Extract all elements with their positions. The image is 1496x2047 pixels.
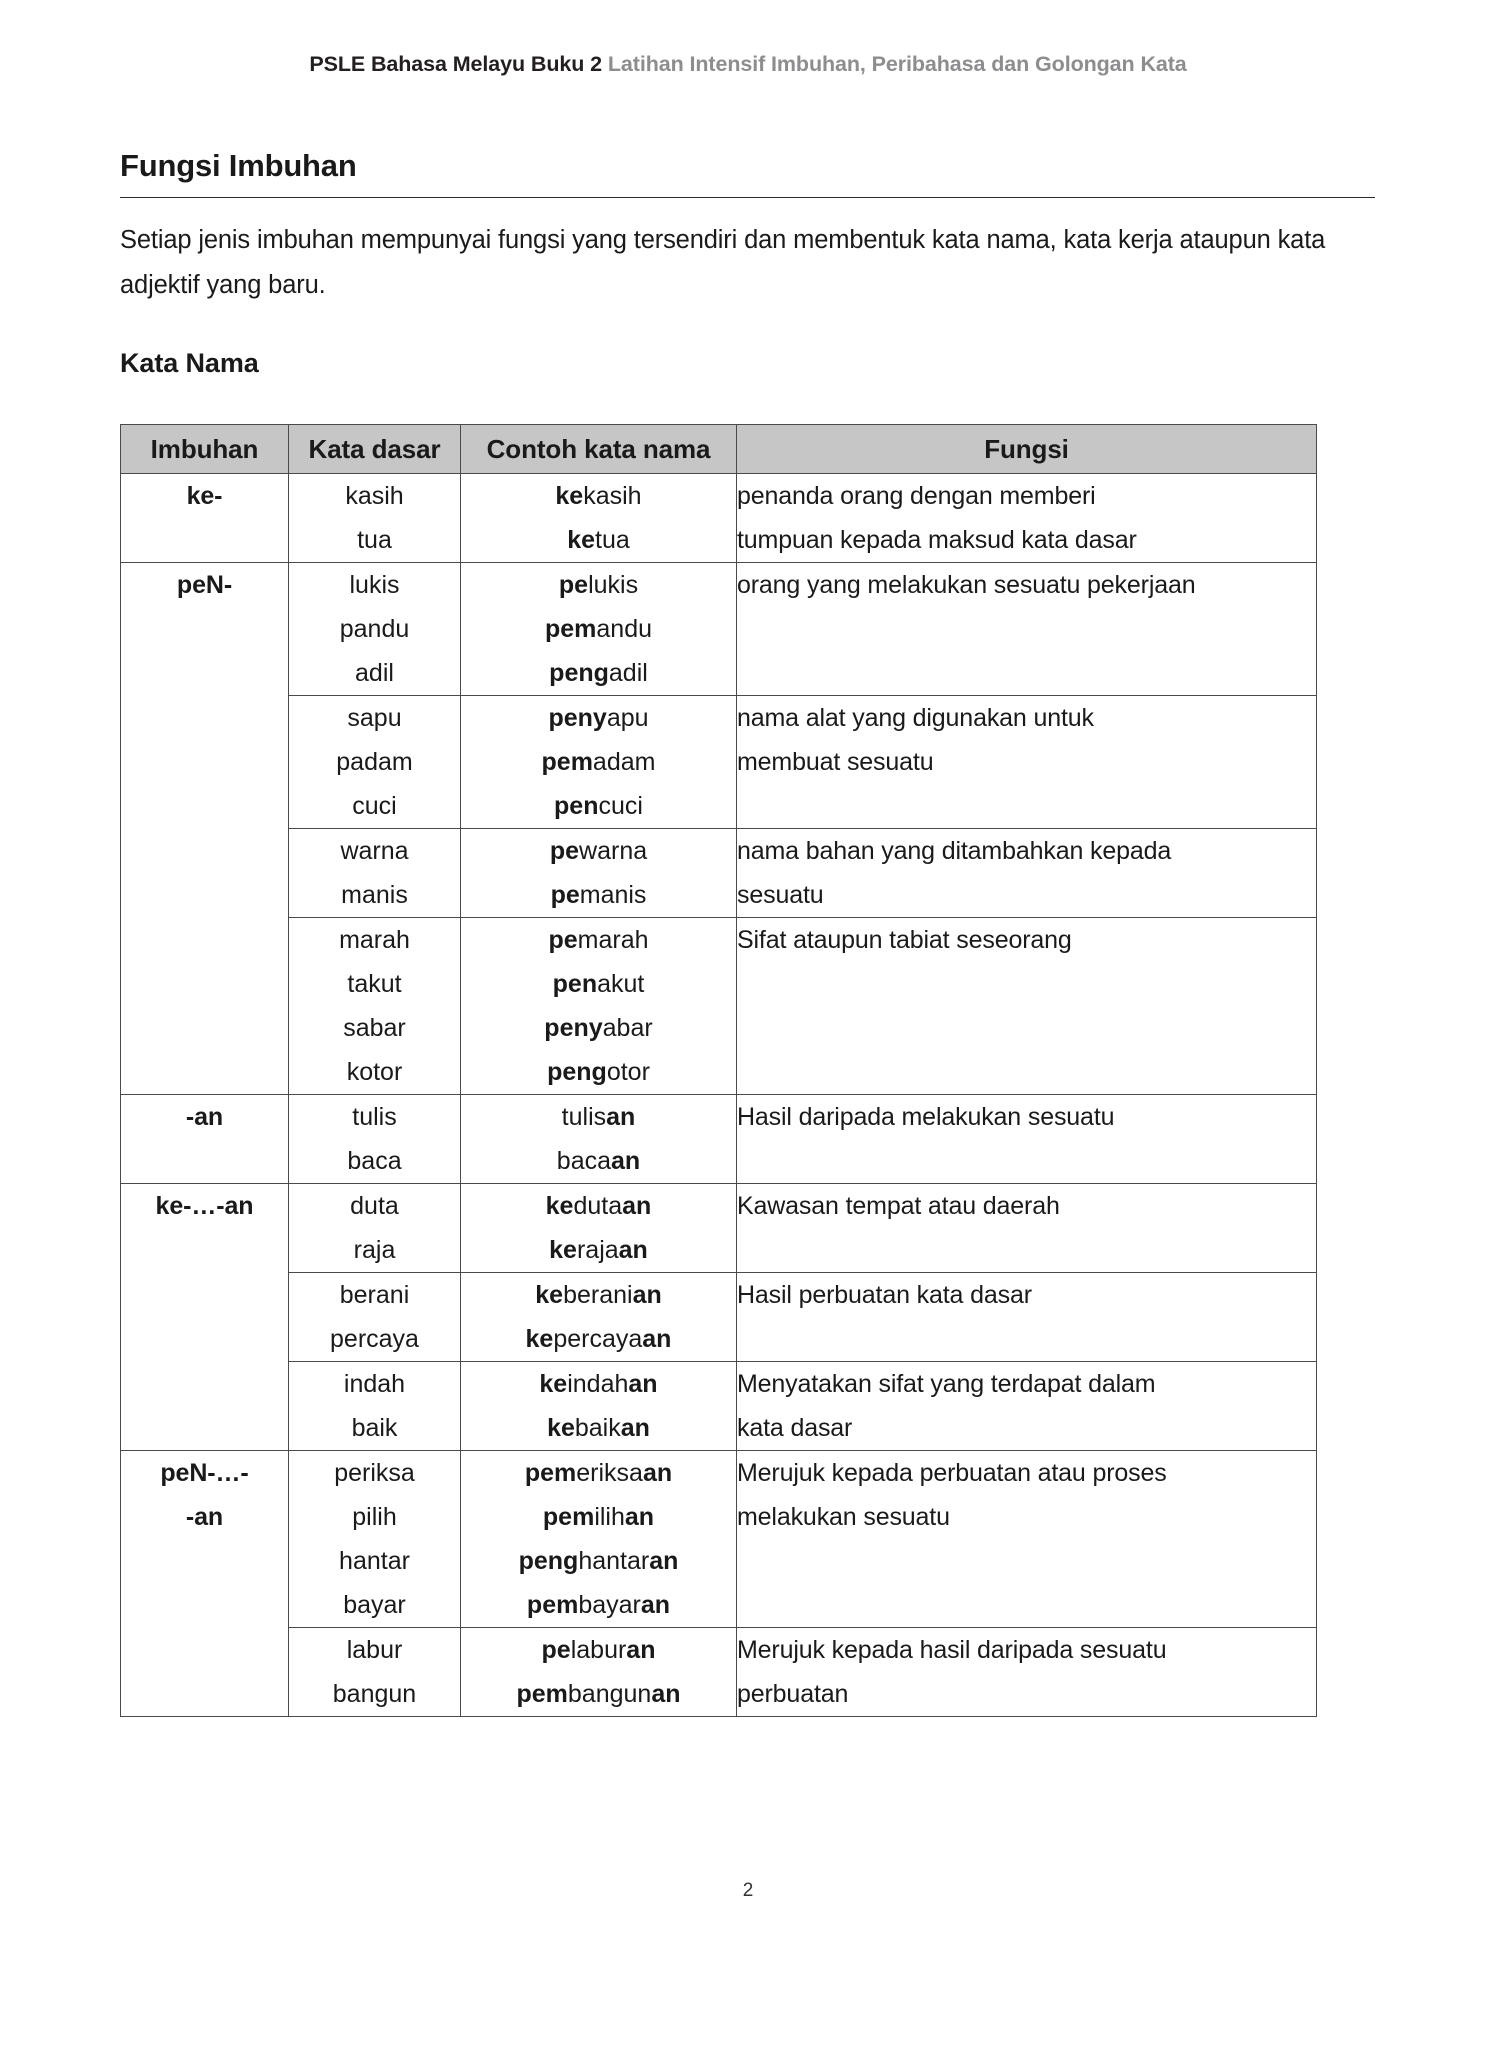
kata-dasar-item: bangun (332, 1680, 417, 1708)
kata-dasar-item: manis (341, 881, 408, 909)
cell-fungsi (737, 1362, 1317, 1451)
table-body (121, 474, 1317, 1717)
table-row (121, 1184, 1317, 1273)
contoh-item: pemarah (548, 926, 649, 954)
imbuhan-line: ke- (186, 482, 223, 510)
subsection-heading: Kata Nama (120, 348, 259, 378)
kata-dasar-item: labur (346, 1636, 403, 1664)
kata-dasar-item: percaya (330, 1325, 419, 1353)
contoh-item: pencuci (554, 792, 643, 820)
cell-kata-dasar (289, 563, 461, 696)
table-row (121, 1451, 1317, 1628)
cell-kata-dasar (289, 1184, 461, 1273)
table-row (121, 829, 1317, 918)
table-row (121, 1273, 1317, 1362)
cell-fungsi (737, 918, 1317, 1095)
contoh-item: kedutaan (545, 1192, 652, 1220)
cell-fungsi (737, 1184, 1317, 1273)
cell-fungsi (737, 1451, 1317, 1628)
cell-imbuhan (121, 563, 289, 1095)
imbuhan-line: peN-…- (160, 1459, 249, 1487)
kata-dasar-item: bayar (343, 1591, 406, 1619)
contoh-item: kerajaan (549, 1236, 648, 1264)
cell-contoh (461, 1362, 737, 1451)
fungsi-line: nama alat yang digunakan untuk (737, 704, 1094, 732)
imbuhan-table-wrapper (120, 424, 1316, 1717)
kata-dasar-item: padam (336, 748, 413, 776)
cell-kata-dasar (289, 474, 461, 563)
cell-contoh (461, 474, 737, 563)
contoh-item: pemanis (550, 881, 647, 909)
cell-contoh (461, 1273, 737, 1362)
cell-kata-dasar (289, 918, 461, 1095)
fungsi-line: sesuatu (737, 881, 824, 909)
cell-fungsi (737, 563, 1317, 696)
contoh-item: kekasih (555, 482, 642, 510)
cell-imbuhan (121, 1184, 289, 1451)
imbuhan-line: -an (185, 1103, 224, 1131)
contoh-item: pengotor (547, 1058, 650, 1086)
col-header-imbuhan: Imbuhan (121, 425, 289, 474)
imbuhan-line: -an (185, 1503, 224, 1531)
intro-paragraph: Setiap jenis imbuhan mempunyai fungsi yang tersendiri dan membentuk kata nama, kata kerja ataupun kata adjektif yang baru. (120, 226, 1326, 299)
cell-contoh (461, 696, 737, 829)
cell-kata-dasar (289, 829, 461, 918)
contoh-item: penyapu (548, 704, 649, 732)
fungsi-line: Merujuk kepada hasil daripada sesuatu (737, 1636, 1167, 1664)
cell-fungsi (737, 1095, 1317, 1184)
contoh-item: pemilihan (542, 1503, 655, 1531)
fungsi-line: Hasil perbuatan kata dasar (737, 1281, 1032, 1309)
contoh-item: ketua (567, 526, 630, 554)
contoh-item: tulisan (561, 1103, 636, 1131)
cell-fungsi (737, 696, 1317, 829)
cell-fungsi (737, 829, 1317, 918)
fungsi-line: orang yang melakukan sesuatu pekerjaan (737, 571, 1196, 599)
cell-kata-dasar (289, 1628, 461, 1717)
contoh-item: keindahan (539, 1370, 658, 1398)
contoh-item: penghantaran (518, 1547, 679, 1575)
kata-dasar-item: lukis (349, 571, 400, 599)
contoh-item: pelukis (558, 571, 639, 599)
cell-contoh (461, 829, 737, 918)
kata-dasar-item: berani (339, 1281, 410, 1309)
fungsi-line: Merujuk kepada perbuatan atau proses (737, 1459, 1167, 1487)
kata-dasar-item: cuci (352, 792, 397, 820)
kata-dasar-item: sapu (347, 704, 402, 732)
table-row (121, 474, 1317, 563)
fungsi-line: Sifat ataupun tabiat seseorang (737, 926, 1072, 954)
imbuhan-line: peN- (176, 571, 233, 599)
kata-dasar-item: warna (340, 837, 409, 865)
contoh-item: bacaan (556, 1147, 641, 1175)
fungsi-line: nama bahan yang ditambahkan kepada (737, 837, 1172, 865)
kata-dasar-item: baik (351, 1414, 398, 1442)
kata-dasar-item: duta (350, 1192, 399, 1220)
fungsi-line: perbuatan (737, 1680, 849, 1708)
contoh-item: pengadil (549, 659, 648, 687)
kata-dasar-item: baca (347, 1147, 402, 1175)
fungsi-line: Hasil daripada melakukan sesuatu (737, 1103, 1115, 1131)
cell-contoh (461, 1628, 737, 1717)
contoh-item: penakut (552, 970, 645, 998)
cell-imbuhan (121, 1095, 289, 1184)
col-header-kata-dasar: Kata dasar (289, 425, 461, 474)
cell-contoh (461, 1451, 737, 1628)
contoh-item: kepercayaan (525, 1325, 672, 1353)
imbuhan-table (120, 424, 1317, 1717)
kata-dasar-item: kasih (345, 482, 404, 510)
cell-imbuhan (121, 474, 289, 563)
cell-contoh (461, 1184, 737, 1273)
contoh-item: pembayaran (526, 1591, 671, 1619)
kata-dasar-item: adil (355, 659, 394, 687)
page-title: Fungsi Imbuhan (120, 148, 357, 183)
running-header-light: Latihan Intensif Imbuhan, Peribahasa dan Golongan Kata (607, 52, 1187, 76)
table-row (121, 1362, 1317, 1451)
contoh-item: pewarna (549, 837, 648, 865)
table-row (121, 1095, 1317, 1184)
cell-contoh (461, 563, 737, 696)
cell-kata-dasar (289, 1095, 461, 1184)
col-header-contoh: Contoh kata nama (461, 425, 737, 474)
cell-kata-dasar (289, 696, 461, 829)
contoh-item: penyabar (544, 1014, 653, 1042)
cell-fungsi (737, 1628, 1317, 1717)
kata-dasar-item: hantar (339, 1547, 410, 1575)
col-header-fungsi: Fungsi (737, 425, 1317, 474)
table-head (121, 425, 1317, 474)
contoh-item: pemandu (544, 615, 653, 643)
kata-dasar-item: sabar (343, 1014, 406, 1042)
table-row (121, 696, 1317, 829)
fungsi-line: penanda orang dengan memberi (737, 482, 1096, 510)
running-header (0, 52, 1496, 77)
contoh-item: pemeriksaan (524, 1459, 673, 1487)
fungsi-line: melakukan sesuatu (737, 1503, 950, 1531)
fungsi-line: tumpuan kepada maksud kata dasar (737, 526, 1137, 554)
fungsi-line: Menyatakan sifat yang terdapat dalam (737, 1370, 1156, 1398)
page-number: 2 (742, 1880, 754, 1901)
kata-dasar-item: periksa (334, 1459, 415, 1487)
contoh-item: keberanian (535, 1281, 662, 1309)
kata-dasar-item: marah (339, 926, 410, 954)
fungsi-line: kata dasar (737, 1414, 853, 1442)
table-header-row (121, 425, 1317, 474)
kata-dasar-item: pilih (352, 1503, 397, 1531)
cell-imbuhan (121, 1451, 289, 1717)
kata-dasar-item: takut (347, 970, 402, 998)
kata-dasar-item: tua (357, 526, 392, 554)
imbuhan-line: ke-…-an (155, 1192, 254, 1220)
cell-fungsi (737, 1273, 1317, 1362)
cell-contoh (461, 1095, 737, 1184)
kata-dasar-item: indah (343, 1370, 406, 1398)
cell-kata-dasar (289, 1451, 461, 1628)
contoh-item: kebaikan (547, 1414, 650, 1442)
table-row (121, 1628, 1317, 1717)
cell-fungsi (737, 474, 1317, 563)
table-row (121, 563, 1317, 696)
fungsi-line: Kawasan tempat atau daerah (737, 1192, 1060, 1220)
cell-kata-dasar (289, 1273, 461, 1362)
contoh-item: pemadam (541, 748, 656, 776)
kata-dasar-item: tulis (352, 1103, 397, 1131)
title-divider (120, 197, 1375, 198)
contoh-item: pelaburan (541, 1636, 656, 1664)
kata-dasar-item: kotor (346, 1058, 403, 1086)
cell-kata-dasar (289, 1362, 461, 1451)
kata-dasar-item: raja (353, 1236, 396, 1264)
table-row (121, 918, 1317, 1095)
cell-contoh (461, 918, 737, 1095)
contoh-item: pembangunan (516, 1680, 681, 1708)
running-header-bold: PSLE Bahasa Melayu Buku 2 (309, 52, 602, 76)
fungsi-line: membuat sesuatu (737, 748, 934, 776)
kata-dasar-item: pandu (339, 615, 410, 643)
